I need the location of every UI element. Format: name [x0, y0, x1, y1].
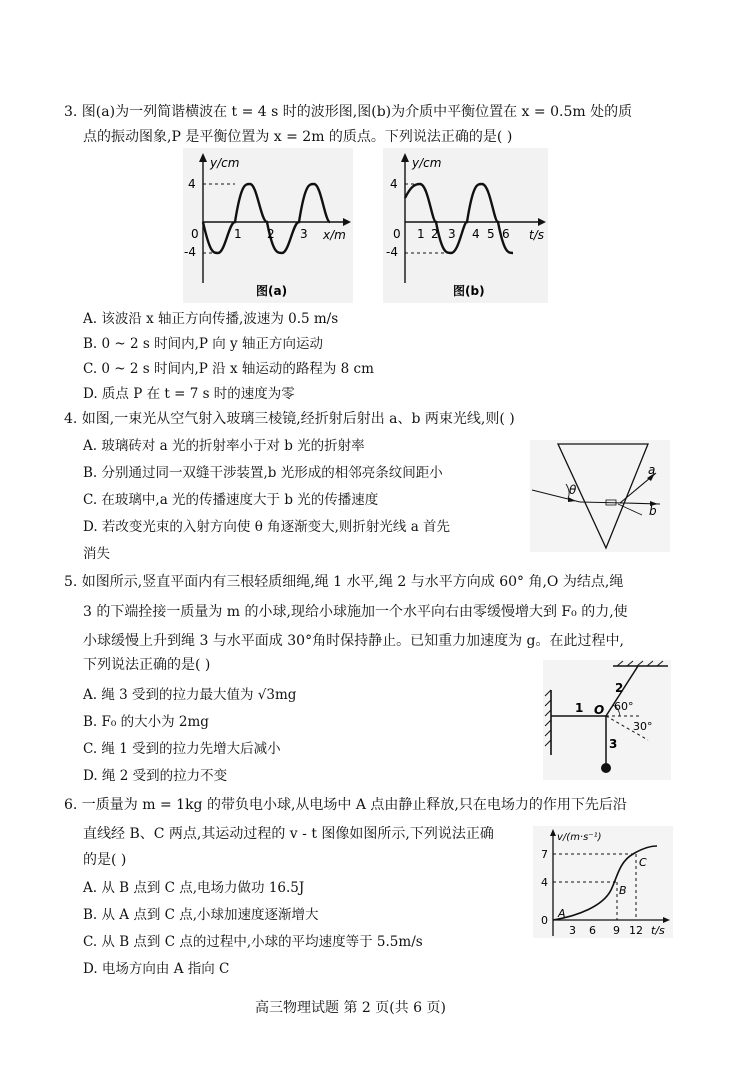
vt-ytick-0: 0 — [541, 914, 548, 927]
fig-b-xtick-6: 6 — [502, 227, 510, 241]
vt-point-a: A — [558, 907, 566, 920]
fig-b-xtick-3: 3 — [448, 227, 456, 241]
q5-option-b: B. F₀ 的大小为 2mg — [83, 714, 209, 730]
fig-a-xtick-2: 2 — [267, 227, 275, 241]
vt-xtick-12: 12 — [629, 924, 643, 937]
fig-b-xtick-0: 0 — [393, 227, 401, 241]
fig-b-caption: 图(b) — [453, 284, 485, 298]
q5-rope-figure — [543, 660, 671, 780]
q3-option-c: C. 0 ~ 2 s 时间内,P 沿 x 轴运动的路程为 8 cm — [83, 361, 374, 377]
fig-a-xtick-1: 1 — [234, 227, 242, 241]
q3-stem-line-1: 3. 图(a)为一列简谐横波在 t = 4 s 时的波形图,图(b)为介质中平衡位置在 x = 0.5m 处的质 — [64, 104, 633, 120]
rope-3-label: 3 — [609, 737, 618, 751]
fig-b-ytick-4: 4 — [390, 177, 398, 191]
rope-1-label: 1 — [575, 701, 584, 715]
q6-option-b: B. 从 A 点到 C 点,小球加速度逐渐增大 — [83, 907, 319, 923]
fig-a-xtick-3: 3 — [300, 227, 308, 241]
vt-ylabel: v/(m·s⁻¹) — [557, 832, 602, 843]
q6-option-a: A. 从 B 点到 C 点,电场力做功 16.5J — [83, 880, 305, 896]
vt-ytick-4: 4 — [541, 876, 548, 889]
angle-30-label: 30° — [633, 720, 653, 733]
q4-option-d-cont: 消失 — [83, 546, 110, 562]
rope-2-label: 2 — [615, 681, 624, 695]
angle-60-label: 60° — [614, 700, 634, 713]
vt-point-c: C — [639, 856, 647, 869]
q3-stem-line-2: 点的振动图象,P 是平衡位置为 x = 2m 的质点。下列说法正确的是( ) — [83, 129, 513, 145]
q5-option-a: A. 绳 3 受到的拉力最大值为 √3mg — [83, 687, 297, 703]
knot-o-label: O — [594, 703, 605, 717]
page-footer: 高三物理试题 第 2 页(共 6 页) — [255, 1000, 446, 1016]
q6-option-d: D. 电场方向由 A 指向 C — [83, 961, 230, 977]
q4-option-a: A. 玻璃砖对 a 光的折射率小于对 b 光的折射率 — [83, 438, 365, 454]
q5-option-c: C. 绳 1 受到的拉力先增大后减小 — [83, 741, 281, 757]
q4-prism-figure — [530, 440, 670, 552]
q6-option-c: C. 从 B 点到 C 点的过程中,小球的平均速度等于 5.5m/s — [83, 934, 423, 950]
q3-figure-a — [183, 148, 353, 303]
vt-point-b: B — [619, 884, 627, 897]
q3-figure-b — [383, 148, 548, 303]
fig-b-xlabel: t/s — [529, 228, 544, 242]
q5-stem-line-3: 小球缓慢上升到绳 3 与水平面成 30°角时保持静止。已知重力加速度为 g。在此过程中, — [83, 633, 624, 649]
q5-stem-line-2: 3 的下端拴接一质量为 m 的小球,现给小球施加一个水平向右由零缓慢增大到 F₀ 的力,使 — [83, 604, 628, 620]
fig-b-xtick-5: 5 — [487, 227, 495, 241]
theta-label: θ — [569, 483, 577, 497]
fig-b-ylabel: y/cm — [412, 156, 442, 170]
fig-b-ytick-neg4: -4 — [386, 245, 398, 259]
vt-xtick-6: 6 — [589, 924, 596, 937]
q4-option-b: B. 分别通过同一双缝干涉装置,b 光形成的相邻亮条纹间距小 — [83, 465, 443, 481]
vt-ytick-7: 7 — [541, 848, 548, 861]
q5-stem-line-1: 5. 如图所示,竖直平面内有三根轻质细绳,绳 1 水平,绳 2 与水平方向成 60° 角,O 为结点,绳 — [64, 574, 624, 590]
q4-stem-line-1: 4. 如图,一束光从空气射入玻璃三棱镜,经折射后射出 a、b 两束光线,则( ) — [64, 411, 515, 427]
q6-stem-line-3: 的是( ) — [83, 852, 127, 868]
fig-a-caption: 图(a) — [256, 284, 288, 298]
fig-b-xtick-1: 1 — [417, 227, 425, 241]
q5-option-d: D. 绳 2 受到的拉力不变 — [83, 768, 228, 784]
vt-xlabel: t/s — [651, 924, 665, 937]
q3-option-a: A. 该波沿 x 轴正方向传播,波速为 0.5 m/s — [83, 311, 339, 327]
fig-a-ylabel: y/cm — [210, 156, 240, 170]
ray-b-label: b — [649, 504, 657, 518]
q4-option-d: D. 若改变光束的入射方向使 θ 角逐渐变大,则折射光线 a 首先 — [83, 519, 451, 535]
fig-a-xtick-0: 0 — [191, 227, 199, 241]
fig-a-xlabel: x/m — [323, 228, 346, 242]
fig-a-ytick-neg4: -4 — [184, 245, 196, 259]
fig-b-xtick-4: 4 — [472, 227, 480, 241]
fig-b-xtick-2: 2 — [431, 227, 439, 241]
q6-vt-graph — [533, 826, 673, 938]
ray-a-label: a — [648, 463, 656, 477]
q6-stem-line-2: 直线经 B、C 两点,其运动过程的 v - t 图像如图所示,下列说法正确 — [83, 826, 494, 842]
q3-option-d: D. 质点 P 在 t = 7 s 时的速度为零 — [83, 386, 295, 402]
ball — [601, 763, 611, 773]
vt-xtick-9: 9 — [613, 924, 620, 937]
vt-xtick-3: 3 — [569, 924, 576, 937]
q4-option-c: C. 在玻璃中,a 光的传播速度大于 b 光的传播速度 — [83, 492, 379, 508]
q6-stem-line-1: 6. 一质量为 m = 1kg 的带负电小球,从电场中 A 点由静止释放,只在电场力的作用下先后沿 — [64, 797, 627, 813]
fig-a-ytick-4: 4 — [188, 177, 196, 191]
q3-option-b: B. 0 ~ 2 s 时间内,P 向 y 轴正方向运动 — [83, 336, 323, 352]
q5-stem-line-4: 下列说法正确的是( ) — [83, 657, 211, 673]
